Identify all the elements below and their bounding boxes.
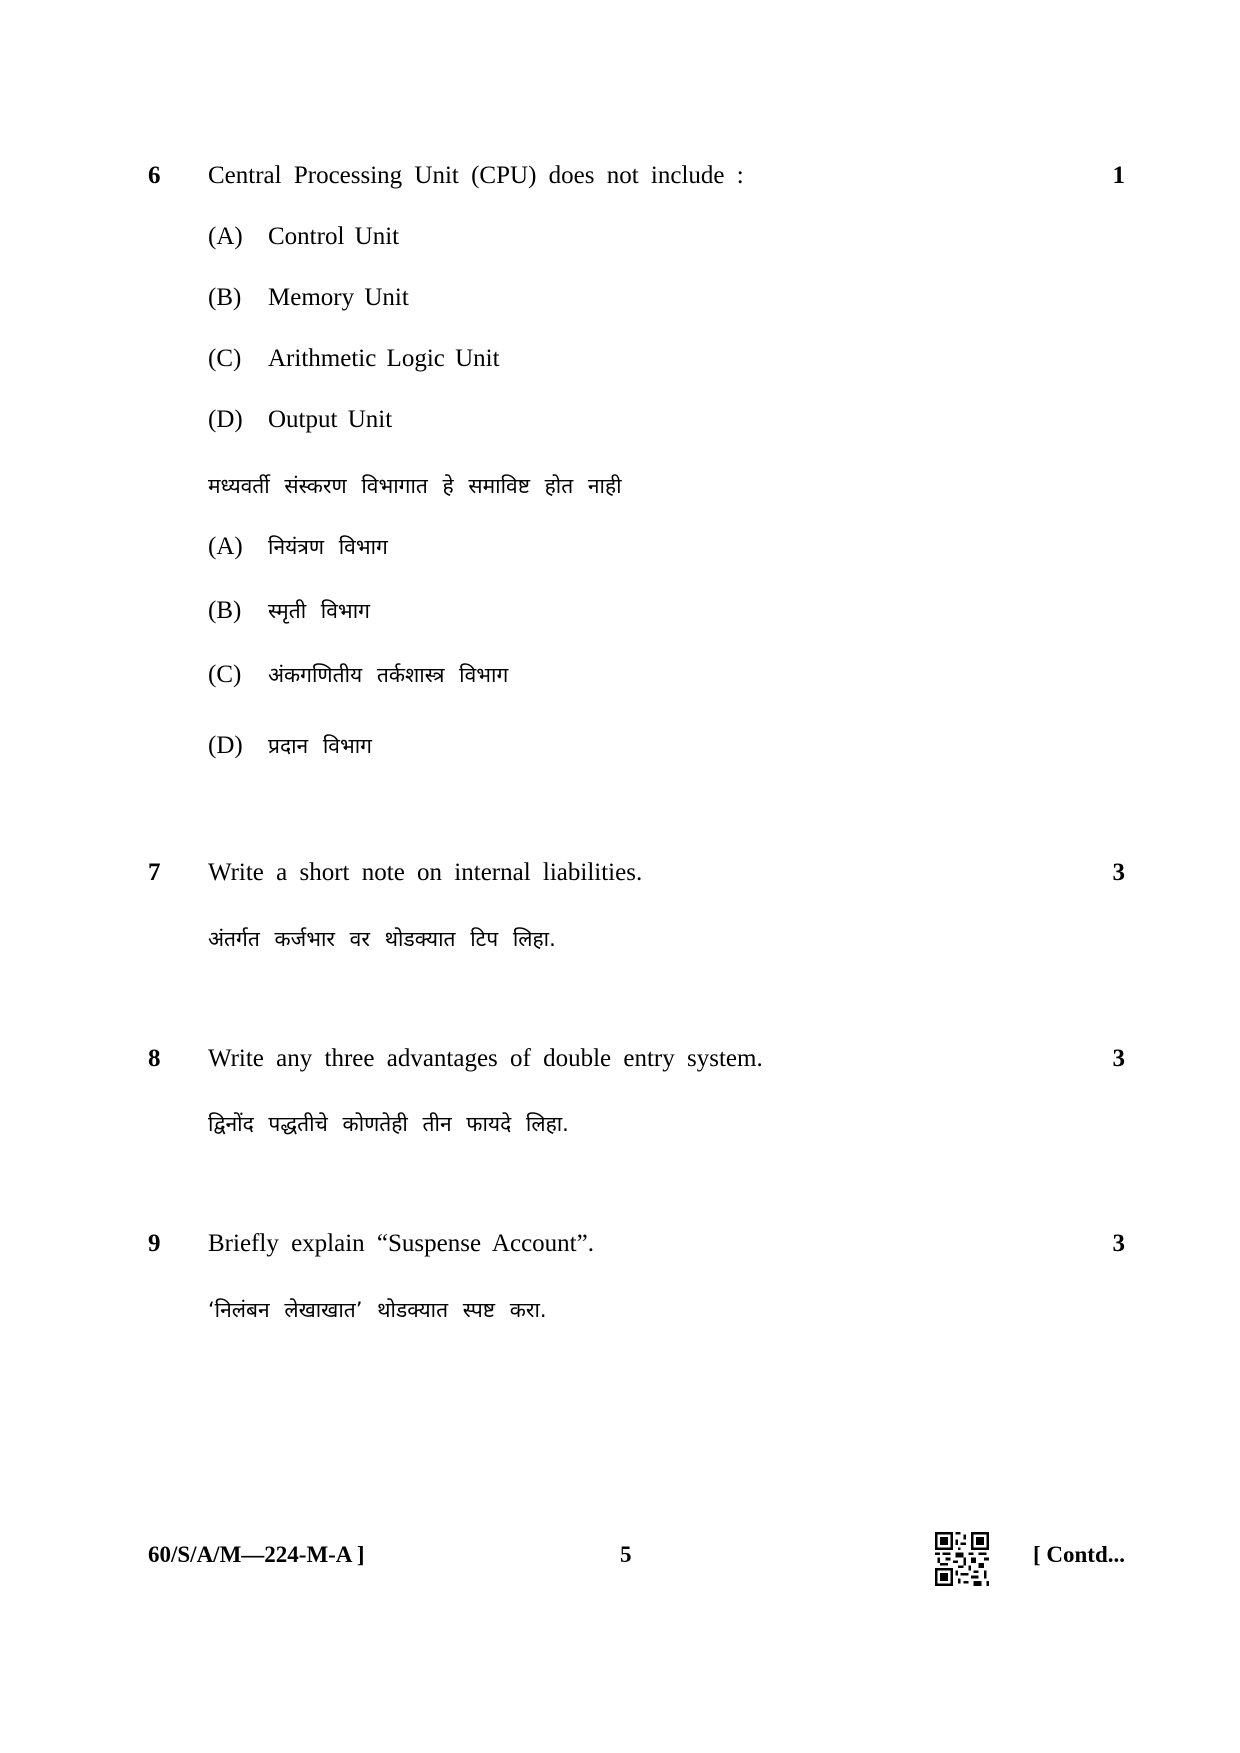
option-label: (C) [208, 345, 242, 372]
question-9-text-marathi: ‘निलंबन लेखाखात’ थोडक्यात स्पष्ट करा. [208, 1298, 547, 1322]
question-6-marks: 1 [1112, 162, 1125, 189]
question-6-number: 6 [148, 162, 161, 189]
question-6-option-c [208, 345, 500, 373]
question-7-marks: 3 [1112, 859, 1125, 886]
option-label: (B) [208, 284, 242, 311]
question-9-marks: 3 [1112, 1230, 1125, 1257]
option-label: (D) [208, 732, 243, 759]
question-8-number: 8 [148, 1045, 161, 1072]
continued-label: [ Contd... [1032, 1542, 1125, 1567]
option-label: (A) [208, 223, 243, 250]
option-text: Output Unit [268, 406, 393, 433]
option-label: (B) [208, 597, 242, 624]
qr-code-icon [935, 1532, 989, 1586]
question-6-option-b-marathi [208, 597, 370, 625]
question-6-option-d-marathi [208, 732, 372, 760]
paper-code: 60/S/A/M—224-M-A ] [148, 1542, 365, 1567]
question-6-option-b [208, 284, 409, 312]
question-8-text: Write any three advantages of double entry system. [208, 1045, 763, 1072]
question-6-option-a [208, 223, 399, 251]
question-7-number: 7 [148, 859, 161, 886]
question-6-text-marathi: मध्यवर्ती संस्करण विभागात हे समाविष्ट होत नाही [208, 474, 622, 498]
option-text: स्मृती विभाग [268, 599, 370, 623]
question-7-text-marathi: अंतर्गत कर्जभार वर थोडक्यात टिप लिहा. [208, 927, 556, 951]
question-6-text: Central Processing Unit (CPU) does not include : [208, 162, 744, 189]
option-text: Memory Unit [268, 284, 409, 311]
option-label: (A) [208, 533, 243, 560]
option-text: अंकगणितीय तर्कशास्त्र विभाग [268, 663, 509, 687]
question-9-text: Briefly explain “Suspense Account”. [208, 1230, 594, 1257]
option-text: Arithmetic Logic Unit [268, 345, 500, 372]
question-7-text: Write a short note on internal liabilities. [208, 859, 643, 886]
page-number: 5 [620, 1542, 632, 1567]
question-8-text-marathi: द्विनोंद पद्धतीचे कोणतेही तीन फायदे लिहा. [208, 1112, 569, 1136]
question-6-option-c-marathi [208, 661, 508, 689]
option-text: प्रदान विभाग [268, 734, 373, 758]
question-9-number: 9 [148, 1230, 161, 1257]
option-label: (C) [208, 661, 242, 688]
question-8-marks: 3 [1112, 1045, 1125, 1072]
option-text: नियंत्रण विभाग [268, 535, 388, 559]
option-label: (D) [208, 406, 243, 433]
question-6-option-a-marathi [208, 533, 388, 561]
option-text: Control Unit [268, 223, 400, 250]
question-6-option-d [208, 406, 392, 434]
